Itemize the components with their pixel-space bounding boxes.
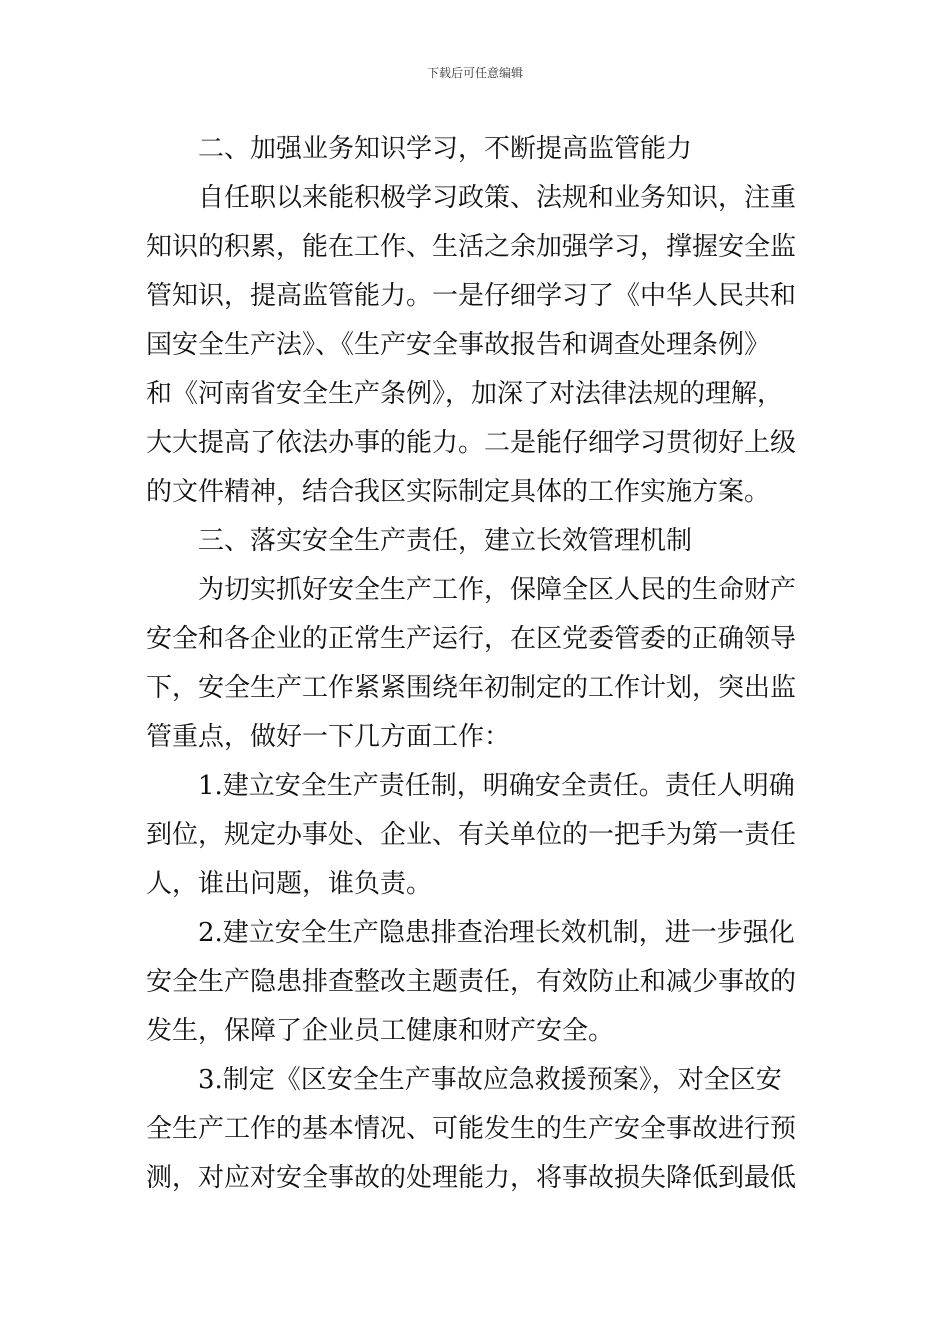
list-item-1: 1.建立安全生产责任制，明确安全责任。责任人明确 [198, 771, 795, 801]
paragraph-line: 大大提高了依法办事的能力。二是能仔细学习贯彻好上级 [146, 428, 797, 458]
paragraph-line: 全生产工作的基本情况、可能发生的生产安全事故进行预 [146, 1114, 797, 1144]
section-heading-3: 三、落实安全生产责任，建立长效管理机制 [198, 526, 693, 556]
paragraph-line: 和《河南省安全生产条例》，加深了对法律法规的理解， [146, 379, 784, 409]
header-note: 下载后可任意编辑 [426, 66, 523, 80]
paragraph-line: 的文件精神，结合我区实际制定具体的工作实施方案。 [146, 477, 771, 507]
paragraph-line: 到位，规定办事处、企业、有关单位的一把手为第一责任 [146, 820, 797, 850]
document-body [146, 125, 806, 1203]
paragraph-line: 管重点，做好一下几方面工作： [146, 722, 511, 752]
paragraph-line: 人，谁出问题，谁负责。 [146, 869, 433, 899]
list-item-3: 3.制定《区安全生产事故应急救援预案》，对全区安 [198, 1065, 782, 1095]
paragraph-line: 管知识，提高监管能力。一是仔细学习了《中华人民共和 [146, 281, 797, 311]
section-heading-2: 二、加强业务知识学习，不断提高监管能力 [198, 134, 693, 164]
paragraph-line: 为切实抓好安全生产工作，保障全区人民的生命财产 [198, 575, 797, 605]
paragraph-line: 下，安全生产工作紧紧围绕年初制定的工作计划，突出监 [146, 673, 797, 703]
paragraph-line: 发生，保障了企业员工健康和财产安全。 [146, 1016, 615, 1046]
list-item-2: 2.建立安全生产隐患排查治理长效机制，进一步强化 [198, 918, 795, 948]
paragraph-line: 安全生产隐患排查整改主题责任，有效防止和减少事故的 [146, 967, 797, 997]
paragraph-line: 知识的积累，能在工作、生活之余加强学习，撑握安全监 [146, 232, 797, 262]
paragraph-line: 测，对应对安全事故的处理能力，将事故损失降低到最低 [146, 1163, 797, 1193]
paragraph-line: 自任职以来能积极学习政策、法规和业务知识，注重 [198, 183, 797, 213]
paragraph-line: 国安全生产法》、《生产安全事故报告和调查处理条例》 [146, 330, 771, 360]
paragraph-line: 安全和各企业的正常生产运行，在区党委管委的正确领导 [146, 624, 797, 654]
